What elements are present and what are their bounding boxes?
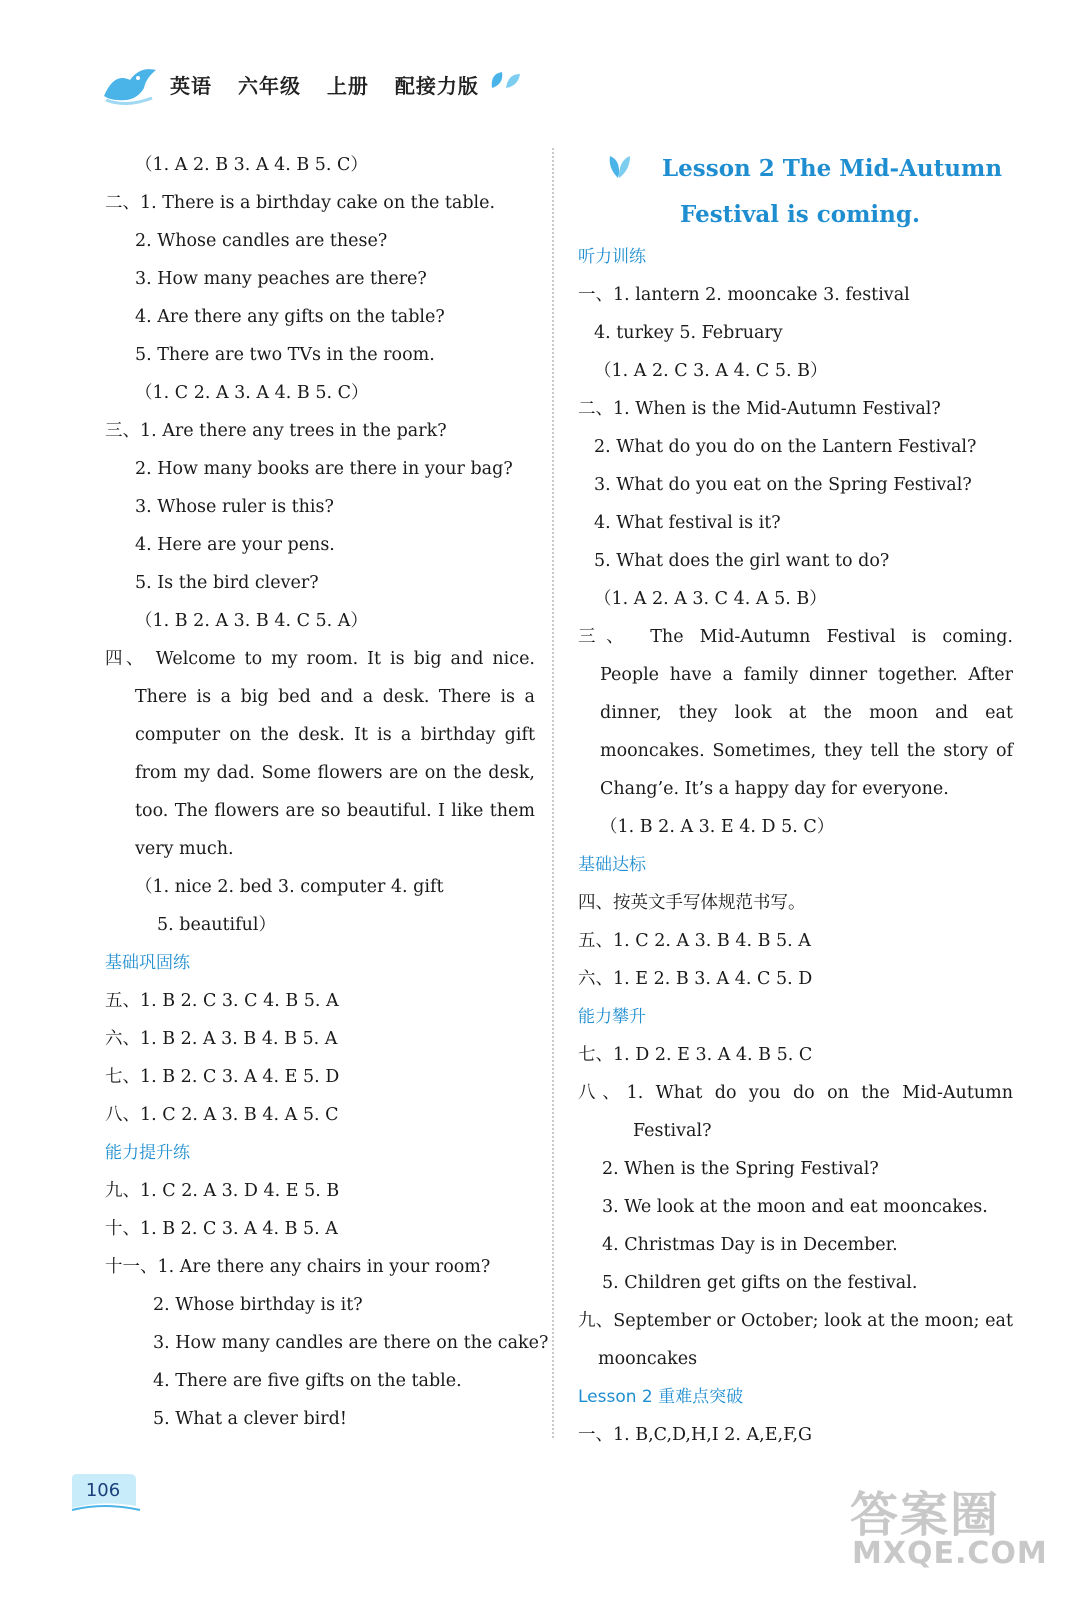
answer-line: 5. There are two TVs in the room. xyxy=(135,345,435,365)
answer-line: 九、September or October; look at the moon; eat xyxy=(578,1311,1013,1331)
answer-line: （1. A 2. C 3. A 4. C 5. B） xyxy=(594,361,828,381)
answer-line: （1. B 2. A 3. B 4. C 5. A） xyxy=(135,611,368,631)
section-heading: Lesson 2 重难点突破 xyxy=(578,1387,744,1407)
answer-line: （1. C 2. A 3. A 4. B 5. C） xyxy=(135,383,369,403)
answer-line: too. The flowers are so beautiful. I like them xyxy=(135,801,535,821)
answer-line: 2. Whose birthday is it? xyxy=(153,1295,363,1315)
answer-line: 3. What do you eat on the Spring Festival? xyxy=(594,475,972,495)
answer-line: 5. What does the girl want to do? xyxy=(594,551,890,571)
answer-line: 4. turkey 5. February xyxy=(594,323,783,343)
lesson-title-line1: Lesson 2 The Mid-Autumn xyxy=(578,146,1013,192)
header-grade: 六年级 xyxy=(237,74,301,98)
header-edition: 配接力版 xyxy=(394,74,479,98)
page-number-text: 106 xyxy=(85,1480,121,1501)
answer-line: computer on the desk. It is a birthday gift xyxy=(135,725,535,745)
bird-logo-icon xyxy=(100,62,162,106)
watermark-title: 答案圈 xyxy=(850,1487,1001,1543)
answer-line: There is a big bed and a desk. There is a xyxy=(135,687,535,707)
answer-line: 4. What festival is it? xyxy=(594,513,781,533)
answer-line: very much. xyxy=(135,839,234,859)
answer-line: 四、按英文手写体规范书写。 xyxy=(578,893,806,913)
answer-line: 一、1. lantern 2. mooncake 3. festival xyxy=(578,285,910,305)
section-heading: 基础达标 xyxy=(578,855,646,875)
answer-line: 3. How many peaches are there? xyxy=(135,269,427,289)
answer-line: 2. What do you do on the Lantern Festival? xyxy=(594,437,977,457)
answer-line: （1. A 2. B 3. A 4. B 5. C） xyxy=(135,155,368,175)
answer-line: 十一、1. Are there any chairs in your room? xyxy=(105,1257,491,1277)
answer-line: 3. We look at the moon and eat mooncakes. xyxy=(602,1197,988,1217)
answer-line: Chang’e. It’s a happy day for everyone. xyxy=(600,779,949,799)
answer-line: 4. Are there any gifts on the table? xyxy=(135,307,445,327)
answer-line: （1. A 2. A 3. C 4. A 5. B） xyxy=(594,589,827,609)
answer-line: 2. Whose candles are these? xyxy=(135,231,388,251)
answer-line: 二、1. There is a birthday cake on the table. xyxy=(105,193,496,213)
answer-line: 5. Children get gifts on the festival. xyxy=(602,1273,918,1293)
answer-line: 一、1. B,C,D,H,I 2. A,E,F,G xyxy=(578,1425,813,1445)
answer-line: 六、1. B 2. A 3. B 4. B 5. A xyxy=(105,1029,338,1049)
answer-line: 2. How many books are there in your bag? xyxy=(135,459,513,479)
answer-line: 八、1. C 2. A 3. B 4. A 5. C xyxy=(105,1105,339,1125)
page-number xyxy=(70,1470,142,1514)
lesson-title-line2: Festival is coming. xyxy=(680,201,920,228)
answer-line: mooncakes xyxy=(598,1349,698,1369)
answer-line: 八、1. What do you do on the Mid-Autumn xyxy=(578,1083,1013,1103)
answer-line: 五、1. C 2. A 3. B 4. B 5. A xyxy=(578,931,811,951)
answer-line: 5. What a clever bird! xyxy=(153,1409,347,1429)
answer-line: dinner, they look at the moon and eat xyxy=(600,703,1013,723)
section-heading: 能力攀升 xyxy=(578,1007,646,1027)
left-column xyxy=(105,146,549,1438)
watermark-url: MXQE.COM xyxy=(852,1536,1048,1571)
answer-line: 3. Whose ruler is this? xyxy=(135,497,334,517)
answer-line: 5. beautiful） xyxy=(157,915,276,935)
answer-line: 三、 The Mid-Autumn Festival is coming. xyxy=(578,627,1013,647)
watermark xyxy=(850,1470,1055,1580)
right-column xyxy=(578,146,1013,1454)
header-subject: 英语 xyxy=(170,74,212,98)
answer-line: 四、 Welcome to my room. It is big and nice. xyxy=(105,649,535,669)
section-heading: 能力提升练 xyxy=(105,1143,190,1163)
answer-line: 2. When is the Spring Festival? xyxy=(602,1159,879,1179)
answer-line: 4. There are five gifts on the table. xyxy=(153,1371,462,1391)
page-header xyxy=(100,60,620,110)
answer-line: 4. Here are your pens. xyxy=(135,535,335,555)
column-divider xyxy=(552,148,554,1438)
leaf-decoration-icon xyxy=(488,70,522,92)
answer-line: （1. nice 2. bed 3. computer 4. gift xyxy=(135,877,444,897)
leaf-title-icon xyxy=(606,152,632,180)
answer-line: People have a family dinner together. After xyxy=(600,665,1013,685)
answer-line: 七、1. D 2. E 3. A 4. B 5. C xyxy=(578,1045,813,1065)
answer-line: 二、1. When is the Mid-Autumn Festival? xyxy=(578,399,941,419)
answer-line: mooncakes. Sometimes, they tell the story of xyxy=(600,741,1013,761)
answer-line: 七、1. B 2. C 3. A 4. E 5. D xyxy=(105,1067,340,1087)
answer-line: 5. Is the bird clever? xyxy=(135,573,319,593)
answer-line: 九、1. C 2. A 3. D 4. E 5. B xyxy=(105,1181,340,1201)
section-heading: 基础巩固练 xyxy=(105,953,190,973)
answer-line: 五、1. B 2. C 3. C 4. B 5. A xyxy=(105,991,339,1011)
answer-line: Festival? xyxy=(633,1121,712,1141)
answer-line: from my dad. Some flowers are on the desk, xyxy=(135,763,535,783)
answer-line: 4. Christmas Day is in December. xyxy=(602,1235,898,1255)
answer-line: 六、1. E 2. B 3. A 4. C 5. D xyxy=(578,969,813,989)
answer-line: 十、1. B 2. C 3. A 4. B 5. A xyxy=(105,1219,338,1239)
answer-line: 三、1. Are there any trees in the park? xyxy=(105,421,447,441)
section-heading: 听力训练 xyxy=(578,247,646,267)
header-volume: 上册 xyxy=(326,74,369,98)
answer-line: （1. B 2. A 3. E 4. D 5. C） xyxy=(600,817,835,837)
answer-line: 3. How many candles are there on the cake? xyxy=(153,1333,549,1353)
